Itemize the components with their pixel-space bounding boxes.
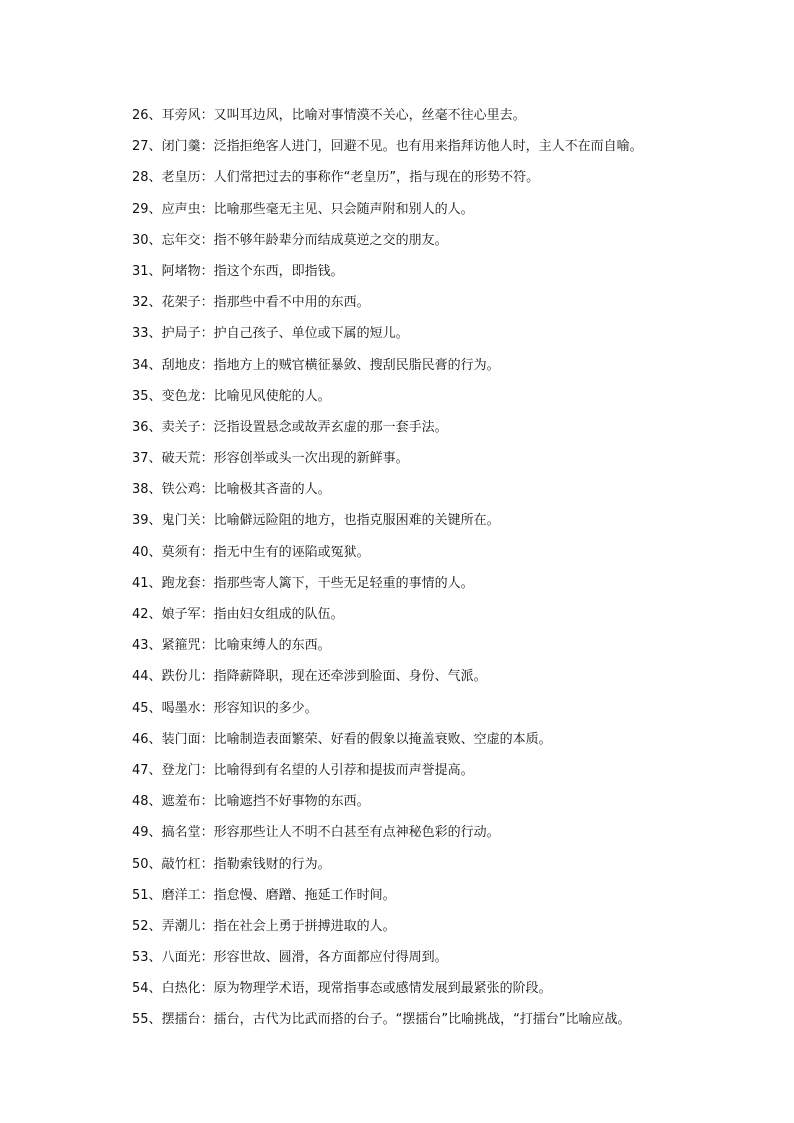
entry-separator: 、 xyxy=(148,638,162,654)
entry-definition: 指降薪降职，现在还牵涉到脸面、身份、气派。 xyxy=(213,669,487,685)
entry-term: 八面光 xyxy=(161,950,201,966)
entry-number: 43 xyxy=(132,638,149,654)
entry-number: 35 xyxy=(132,388,149,404)
list-item xyxy=(132,1004,732,1035)
entry-number: 38 xyxy=(132,482,149,498)
entry-term: 卖关子 xyxy=(161,419,201,435)
list-item xyxy=(132,412,732,443)
entry-term: 遮羞布 xyxy=(161,794,201,810)
entry-definition: 指那些中看不中用的东西。 xyxy=(213,295,370,311)
entry-number: 29 xyxy=(132,201,149,217)
list-item xyxy=(132,880,732,911)
entry-number: 55 xyxy=(132,1012,149,1028)
entry-definition: 人们常把过去的事称作“老皇历”，指与现在的形势不符。 xyxy=(213,170,540,186)
entry-definition: 比喻见风使舵的人。 xyxy=(213,388,331,404)
entry-term: 弄潮儿 xyxy=(161,918,201,934)
entry-separator: 、 xyxy=(148,981,162,997)
entry-number: 26 xyxy=(132,108,149,123)
list-item xyxy=(132,100,732,131)
entry-term: 护局子 xyxy=(161,326,201,342)
entry-colon: ： xyxy=(200,263,214,279)
entry-definition: 指不够年龄辈分而结成莫逆之交的朋友。 xyxy=(213,232,448,248)
entry-number: 34 xyxy=(132,357,149,373)
entry-term: 老皇历 xyxy=(161,170,201,186)
entry-definition: 指无中生有的诬陷或冤狱。 xyxy=(213,544,370,560)
entry-term: 铁公鸡 xyxy=(161,482,201,498)
entry-term: 敲竹杠 xyxy=(161,856,201,872)
entry-colon: ： xyxy=(200,669,214,685)
entry-separator: 、 xyxy=(148,263,162,279)
list-item xyxy=(132,225,732,256)
entry-term: 花架子 xyxy=(161,295,201,311)
entry-term: 白热化 xyxy=(161,981,201,997)
entry-definition: 比喻束缚人的东西。 xyxy=(213,638,331,654)
entry-number: 39 xyxy=(132,513,149,529)
entry-term: 摆擂台 xyxy=(161,1012,201,1028)
entry-separator: 、 xyxy=(148,513,162,529)
entry-separator: 、 xyxy=(148,139,162,155)
entry-term: 刮地皮 xyxy=(161,357,201,373)
entry-separator: 、 xyxy=(148,482,162,498)
entry-colon: ： xyxy=(200,419,214,435)
entry-separator: 、 xyxy=(148,326,162,342)
entry-colon: ： xyxy=(200,295,214,311)
entry-definition: 指那些寄人篱下，干些无足轻重的事情的人。 xyxy=(213,575,474,591)
entry-colon: ： xyxy=(200,170,214,186)
entry-term: 跑龙套 xyxy=(161,575,201,591)
entry-colon: ： xyxy=(200,856,214,872)
list-item xyxy=(132,131,732,162)
entry-definition: 又叫耳边风，比喻对事情漠不关心，丝毫不往心里去。 xyxy=(213,108,526,123)
entry-term: 娘子军 xyxy=(161,607,201,622)
list-item xyxy=(132,755,732,786)
entry-term: 搞名堂 xyxy=(161,825,201,841)
entry-separator: 、 xyxy=(148,451,162,467)
entry-colon: ： xyxy=(200,575,214,591)
list-item xyxy=(132,162,732,193)
entry-colon: ： xyxy=(200,482,214,498)
entry-number: 48 xyxy=(132,794,149,810)
entry-number: 33 xyxy=(132,326,149,342)
entry-term: 喝墨水 xyxy=(161,700,201,716)
list-item xyxy=(132,505,732,536)
entry-separator: 、 xyxy=(148,950,162,966)
entry-separator: 、 xyxy=(148,607,162,622)
entry-term: 闭门羹 xyxy=(161,139,201,155)
entry-number: 36 xyxy=(132,419,149,435)
entry-term: 耳旁风 xyxy=(161,108,201,123)
entry-colon: ： xyxy=(200,825,214,841)
entry-term: 跌份儿 xyxy=(161,669,201,685)
entry-separator: 、 xyxy=(148,762,162,778)
entry-term: 紧箍咒 xyxy=(161,638,201,654)
entry-definition: 指这个东西，即指钱。 xyxy=(213,263,344,279)
entry-definition: 比喻那些毫无主见、只会随声附和别人的人。 xyxy=(213,201,474,217)
entry-colon: ： xyxy=(200,357,214,373)
entry-separator: 、 xyxy=(148,575,162,591)
entry-colon: ： xyxy=(200,700,214,716)
entry-definition: 擂台，古代为比武而搭的台子。“摆擂台”比喻挑战，“打擂台”比喻应战。 xyxy=(213,1012,631,1028)
list-item xyxy=(132,194,732,225)
entry-separator: 、 xyxy=(148,201,162,217)
entry-colon: ： xyxy=(200,731,214,747)
entry-separator: 、 xyxy=(148,856,162,872)
entry-term: 忘年交 xyxy=(161,232,201,248)
list-item xyxy=(132,786,732,817)
entry-colon: ： xyxy=(200,981,214,997)
entry-number: 53 xyxy=(132,950,149,966)
entry-definition: 指由妇女组成的队伍。 xyxy=(213,607,344,622)
list-item xyxy=(132,350,732,381)
entry-definition: 比喻制造表面繁荣、好看的假象以掩盖衰败、空虚的本质。 xyxy=(213,731,552,747)
list-item xyxy=(132,942,732,973)
entry-definition: 比喻得到有名望的人引荐和提拔而声誉提高。 xyxy=(213,762,474,778)
entry-number: 30 xyxy=(132,232,149,248)
list-item xyxy=(132,474,732,505)
entry-separator: 、 xyxy=(148,794,162,810)
entry-separator: 、 xyxy=(148,357,162,373)
list-item xyxy=(132,724,732,755)
list-item xyxy=(132,381,732,412)
entry-colon: ： xyxy=(200,139,214,155)
entry-colon: ： xyxy=(200,638,214,654)
entry-colon: ： xyxy=(200,232,214,248)
list-item xyxy=(132,256,732,287)
list-item xyxy=(132,537,732,568)
entry-separator: 、 xyxy=(148,295,162,311)
entry-colon: ： xyxy=(200,1012,214,1028)
entry-colon: ： xyxy=(200,108,214,123)
list-item xyxy=(132,287,732,318)
entry-term: 阿堵物 xyxy=(161,263,201,279)
entry-term: 莫须有 xyxy=(161,544,201,560)
entry-definition: 形容那些让人不明不白甚至有点神秘色彩的行动。 xyxy=(213,825,500,841)
entry-colon: ： xyxy=(200,388,214,404)
list-item xyxy=(132,693,732,724)
list-item xyxy=(132,599,732,630)
entry-separator: 、 xyxy=(148,419,162,435)
entry-colon: ： xyxy=(200,607,214,622)
entry-term: 破天荒 xyxy=(161,451,201,467)
entry-number: 50 xyxy=(132,856,149,872)
entry-separator: 、 xyxy=(148,108,162,123)
entry-term: 应声虫 xyxy=(161,201,201,217)
entry-term: 鬼门关 xyxy=(161,513,201,529)
entry-colon: ： xyxy=(200,513,214,529)
entry-number: 42 xyxy=(132,607,149,622)
entry-definition: 指地方上的贼官横征暴敛、搜刮民脂民膏的行为。 xyxy=(213,357,500,373)
entry-colon: ： xyxy=(200,201,214,217)
entry-definition: 形容知识的多少。 xyxy=(213,700,318,716)
entry-number: 52 xyxy=(132,918,149,934)
list-item xyxy=(132,661,732,692)
list-item xyxy=(132,443,732,474)
entry-number: 28 xyxy=(132,170,149,186)
entry-definition: 比喻极其吝啬的人。 xyxy=(213,482,331,498)
entry-colon: ： xyxy=(200,794,214,810)
entry-number: 37 xyxy=(132,451,149,467)
entry-number: 49 xyxy=(132,825,149,841)
entry-definition: 泛指拒绝客人进门，回避不见。也有用来指拜访他人时，主人不在而自喻。 xyxy=(213,139,643,155)
entry-term: 变色龙 xyxy=(161,388,201,404)
list-item xyxy=(132,817,732,848)
entry-number: 47 xyxy=(132,762,149,778)
list-item xyxy=(132,568,732,599)
entry-number: 32 xyxy=(132,295,149,311)
entry-colon: ： xyxy=(200,950,214,966)
entry-definition: 原为物理学术语，现常指事态或感情发展到最紧张的阶段。 xyxy=(213,981,552,997)
entry-definition: 护自己孩子、单位或下属的短儿。 xyxy=(213,326,409,342)
entry-colon: ： xyxy=(200,918,214,934)
entry-separator: 、 xyxy=(148,918,162,934)
list-item xyxy=(132,911,732,942)
entry-separator: 、 xyxy=(148,700,162,716)
entry-definition: 形容创举或头一次出现的新鲜事。 xyxy=(213,451,409,467)
entry-definition: 指勒索钱财的行为。 xyxy=(213,856,331,872)
entry-definition: 指在社会上勇于拼搏进取的人。 xyxy=(213,918,396,934)
entry-separator: 、 xyxy=(148,731,162,747)
entry-definition: 形容世故、圆滑，各方面都应付得周到。 xyxy=(213,950,448,966)
entry-colon: ： xyxy=(200,887,214,903)
entry-colon: ： xyxy=(200,451,214,467)
entry-number: 41 xyxy=(132,575,149,591)
entry-number: 45 xyxy=(132,700,149,716)
entry-number: 46 xyxy=(132,731,149,747)
entry-number: 31 xyxy=(132,263,149,279)
entry-number: 51 xyxy=(132,887,149,903)
entry-number: 44 xyxy=(132,669,149,685)
entry-separator: 、 xyxy=(148,887,162,903)
entry-number: 40 xyxy=(132,544,149,560)
list-item xyxy=(132,630,732,661)
entry-colon: ： xyxy=(200,544,214,560)
list-item xyxy=(132,973,732,1004)
entry-definition: 比喻僻远险阻的地方，也指克服困难的关键所在。 xyxy=(213,513,500,529)
entry-number: 54 xyxy=(132,981,149,997)
idiom-list xyxy=(132,100,732,1036)
entry-term: 磨洋工 xyxy=(161,887,201,903)
entry-colon: ： xyxy=(200,762,214,778)
entry-separator: 、 xyxy=(148,544,162,560)
entry-separator: 、 xyxy=(148,170,162,186)
entry-separator: 、 xyxy=(148,1012,162,1028)
entry-definition: 比喻遮挡不好事物的东西。 xyxy=(213,794,370,810)
entry-separator: 、 xyxy=(148,825,162,841)
entry-separator: 、 xyxy=(148,388,162,404)
entry-number: 27 xyxy=(132,139,149,155)
entry-definition: 指怠慢、磨蹭、拖延工作时间。 xyxy=(213,887,396,903)
list-item xyxy=(132,849,732,880)
list-item xyxy=(132,318,732,349)
entry-definition: 泛指设置悬念或故弄玄虚的那一套手法。 xyxy=(213,419,448,435)
entry-term: 装门面 xyxy=(161,731,201,747)
entry-separator: 、 xyxy=(148,232,162,248)
entry-colon: ： xyxy=(200,326,214,342)
entry-term: 登龙门 xyxy=(161,762,201,778)
entry-separator: 、 xyxy=(148,669,162,685)
